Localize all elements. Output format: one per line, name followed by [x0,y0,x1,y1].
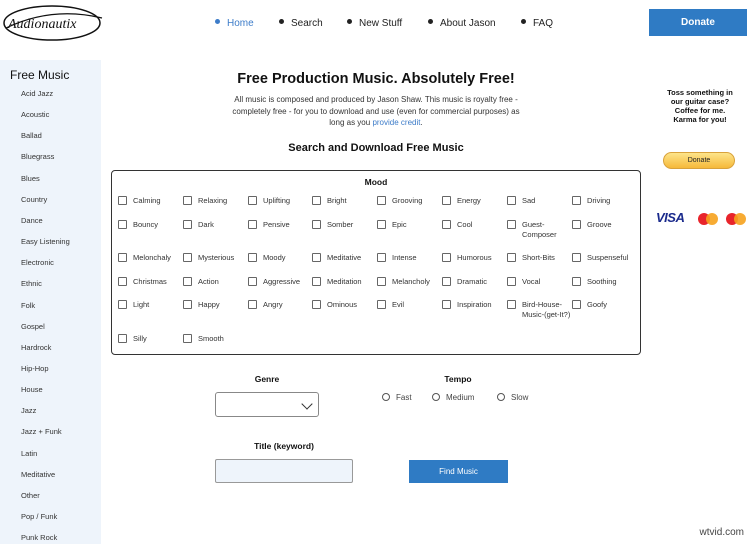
checkbox-icon [248,300,257,309]
checkbox-icon [572,220,581,229]
mood-label: Ominous [327,300,358,309]
mood-label: Angry [263,300,283,309]
checkbox-icon [118,220,127,229]
tempo-label: Tempo [444,374,472,384]
genre-sidebar [0,60,101,544]
sidebar-item-jazz[interactable]: Jazz [21,406,37,416]
nav-about-jason[interactable]: About Jason [428,18,496,29]
checkbox-icon [248,220,257,229]
page-title: Free Production Music. Absolutely Free! [237,71,515,87]
sidebar-item-latin[interactable]: Latin [21,448,38,458]
checkbox-icon [507,300,516,309]
checkbox-icon [312,220,321,229]
mood-label: Uplifting [263,196,291,205]
tempo-medium-radio[interactable]: Medium [432,393,474,402]
payment-cards [656,210,748,226]
sidebar-item-acid-jazz[interactable]: Acid Jazz [21,89,54,98]
nav-new-stuff[interactable]: New Stuff [347,18,402,29]
checkbox-icon [312,300,321,309]
sidebar-item-easy-listening[interactable]: Easy Listening [21,237,70,247]
mood-label: Melancholy [392,277,430,286]
genre-select[interactable] [215,392,319,417]
checkbox-icon [442,220,451,229]
sidebar-item-other[interactable]: Other [21,490,40,500]
sidebar-item-meditative[interactable]: Meditative [21,469,56,479]
sidebar-item-bluegrass[interactable]: Bluegrass [21,152,55,162]
mood-label: Bouncy [133,220,159,229]
mood-label: Light [133,300,150,309]
mood-label: Christmas [133,277,167,286]
sidebar-item-dance[interactable]: Dance [21,215,43,225]
mood-label: Action [198,277,219,286]
checkbox-icon [572,196,581,205]
radio-icon [432,393,440,401]
nav-search[interactable]: Search [279,18,323,29]
search-heading: Search and Download Free Music [288,142,464,154]
mood-label: Soothing [587,277,617,286]
mood-label: Mysterious [198,253,235,262]
checkbox-icon [248,253,257,262]
donate-message: Toss something in our guitar case? Coffee for me. Karma for you! [667,88,733,124]
bullet-icon [347,19,352,24]
checkbox-icon [377,196,386,205]
checkbox-icon [248,196,257,205]
mood-label: Short-Bits [522,253,555,262]
nav-faq[interactable]: FAQ [521,18,553,29]
nav-home[interactable]: Home [215,18,254,29]
radio-icon [382,393,390,401]
mood-label: Suspenseful [587,253,629,262]
checkbox-icon [572,300,581,309]
title-keyword-label: Title (keyword) [254,441,314,451]
mood-label: Calming [133,196,161,205]
tempo-fast-radio[interactable]: Fast [382,393,412,402]
mood-label: Sad [522,196,536,205]
mood-label: Melonchaly [133,253,171,262]
checkbox-icon [442,253,451,262]
mood-label: Humorous [457,253,492,262]
mood-label: Moody [263,253,286,262]
checkbox-icon [377,300,386,309]
checkbox-icon [183,300,192,309]
mood-label: Driving [587,196,611,205]
mood-label: Dramatic [457,277,488,286]
checkbox-icon [442,277,451,286]
checkbox-icon [118,253,127,262]
checkbox-icon [312,196,321,205]
checkbox-icon [507,277,516,286]
checkbox-icon [183,220,192,229]
mood-fieldset [111,170,641,355]
mood-label: Pensive [263,220,290,229]
find-music-button[interactable]: Find Music [409,460,508,483]
radio-icon [497,393,505,401]
checkbox-icon [507,196,516,205]
mood-label: Smooth [198,334,224,343]
paypal-donate-button[interactable]: Donate [663,152,735,169]
checkbox-icon [118,334,127,343]
checkbox-icon [442,300,451,309]
audionautix-logo[interactable] [2,4,106,42]
mood-label: Cool [457,220,473,229]
mood-label: Meditative [327,253,362,262]
sidebar-item-hardrock[interactable]: Hardrock [21,342,52,352]
watermark: wtvid.com [699,527,744,538]
mood-label: Groove [587,220,612,229]
sidebar-item-country[interactable]: Country [21,194,48,204]
mood-label: Goofy [587,300,608,309]
mood-label: Guest-Composer [522,220,557,239]
checkbox-icon [377,220,386,229]
checkbox-icon [118,196,127,205]
checkbox-icon [183,196,192,205]
checkbox-icon [118,277,127,286]
mood-label: Relaxing [198,196,228,205]
checkbox-icon [312,253,321,262]
mood-label: Epic [392,220,407,229]
intro-text: All music is composed and produced by Jason Shaw. This music is royalty free - completely free - for you to download and use (even for commercial purposes) as long as you provide credit. [232,95,520,127]
maestro-icon [698,213,718,225]
mood-label: Bright [327,196,347,205]
chevron-down-icon [301,398,312,409]
sidebar-title: Free Music [10,68,70,82]
checkbox-icon [118,300,127,309]
provide-credit-link[interactable]: provide credit [372,118,421,127]
bullet-icon [215,19,220,24]
checkbox-icon [377,277,386,286]
visa-icon: VISA [656,210,685,225]
donate-button[interactable]: Donate [649,9,747,36]
mood-label: Grooving [392,196,423,205]
sidebar-item-jazz-funk[interactable]: Jazz + Funk [21,427,62,437]
checkbox-icon [183,253,192,262]
sidebar-item-ethnic[interactable]: Ethnic [21,279,42,289]
logo-text: Audionautix [8,17,77,32]
sidebar-item-house[interactable]: House [21,385,43,395]
bullet-icon [428,19,433,24]
checkbox-icon [572,253,581,262]
mastercard-icon [726,213,746,225]
checkbox-icon [507,220,516,229]
sidebar-item-punk-rock[interactable]: Punk Rock [21,533,58,543]
mood-label: Vocal [522,277,541,286]
checkbox-icon [377,253,386,262]
tempo-slow-radio[interactable]: Slow [497,393,528,402]
sidebar-item-gospel[interactable]: Gospel [21,321,45,331]
sidebar-item-hip-hop[interactable]: Hip-Hop [21,363,49,373]
mood-label: Dark [198,220,214,229]
sidebar-item-folk[interactable]: Folk [21,300,36,310]
sidebar-item-acoustic[interactable]: Acoustic [21,110,50,120]
checkbox-icon [312,277,321,286]
title-keyword-input[interactable] [215,459,353,483]
mood-label: Bird-House-Music-(get-It?) [522,300,571,319]
mood-label: Meditation [327,277,362,286]
genre-label: Genre [254,374,280,384]
checkbox-icon [183,334,192,343]
mood-label: Somber [327,220,354,229]
mood-label: Evil [392,300,405,309]
mood-label: Energy [457,196,481,205]
checkbox-icon [572,277,581,286]
mood-label: Inspiration [457,300,492,309]
checkbox-icon [507,253,516,262]
bullet-icon [521,19,526,24]
bullet-icon [279,19,284,24]
mood-label: Happy [198,300,220,309]
sidebar-item-ballad[interactable]: Ballad [21,131,42,141]
mood-label: Intense [392,253,417,262]
sidebar-item-pop-funk[interactable]: Pop / Funk [21,512,58,521]
checkbox-icon [248,277,257,286]
mood-label: Aggressive [263,277,301,286]
sidebar-item-blues[interactable]: Blues [21,173,40,183]
checkbox-icon [183,277,192,286]
checkbox-icon [442,196,451,205]
mood-label: Silly [133,334,147,343]
mood-title: Mood [364,177,388,187]
sidebar-item-electronic[interactable]: Electronic [21,258,54,268]
